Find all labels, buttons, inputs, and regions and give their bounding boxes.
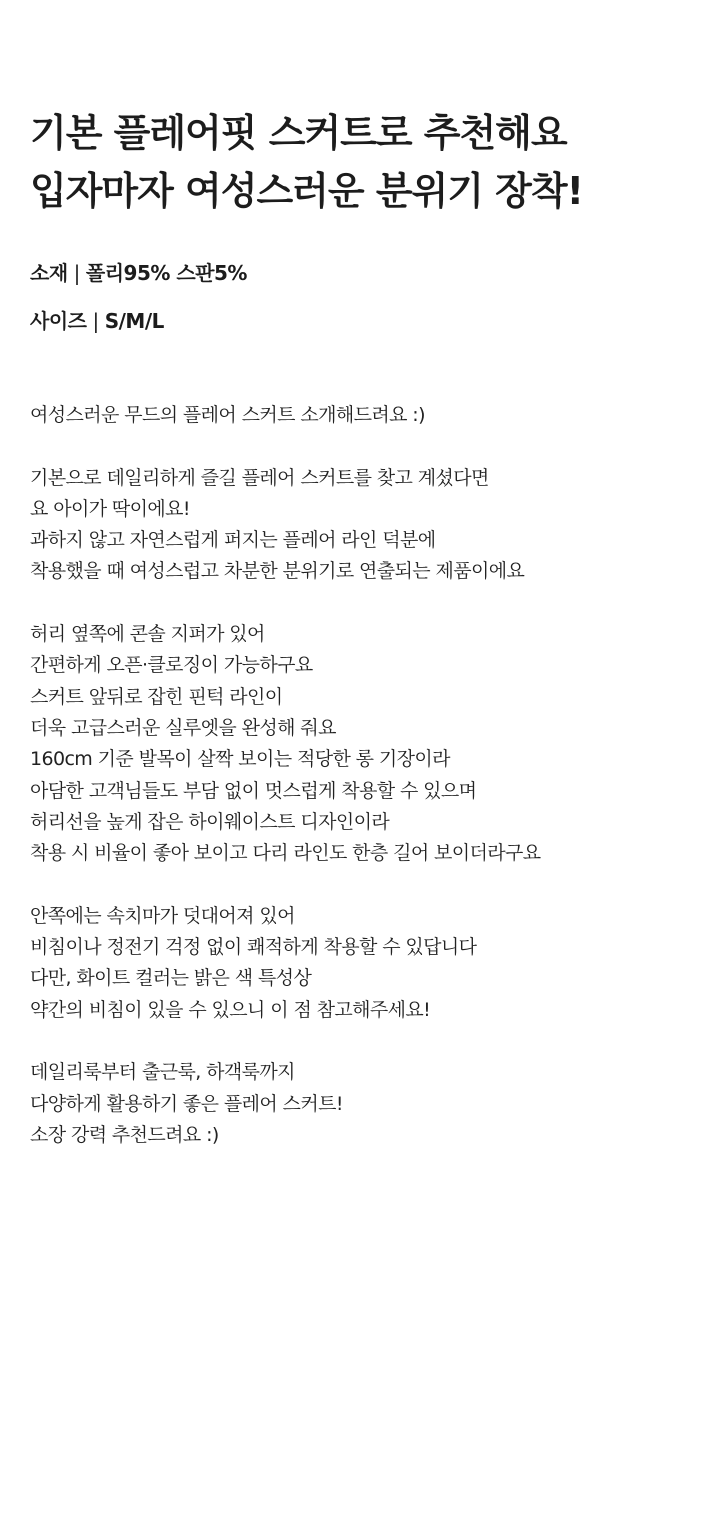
description-line: 비침이나 정전기 걱정 없이 쾌적하게 착용할 수 있답니다	[30, 936, 477, 959]
spec-separator: |	[73, 261, 80, 285]
description-line: 과하지 않고 자연스럽게 퍼지는 플레어 라인 덕분에	[30, 529, 436, 552]
description-line: 약간의 비침이 있을 수 있으니 이 점 참고해주세요!	[30, 998, 431, 1021]
description-line: 요 아이가 딱이에요!	[30, 497, 190, 520]
description-line: 스커트 앞뒤로 잡힌 핀턱 라인이	[30, 685, 283, 708]
spec-size-value: S/M/L	[104, 309, 164, 333]
description-body	[30, 400, 690, 1182]
description-line: 다만, 화이트 컬러는 밝은 색 특성상	[30, 967, 312, 990]
description-line: 더욱 고급스러운 실루엣을 완성해 줘요	[30, 716, 336, 739]
description-line: 안쪽에는 속치마가 덧대어져 있어	[30, 904, 295, 927]
spec-size	[30, 307, 690, 335]
description-paragraph-2	[30, 463, 690, 588]
description-line: 160cm 기준 발목이 살짝 보이는 적당한 롱 기장이라	[30, 748, 450, 771]
spec-material	[30, 259, 690, 287]
spec-size-label: 사이즈	[30, 309, 87, 333]
description-line: 착용했을 때 여성스럽고 차분한 분위기로 연출되는 제품이에요	[30, 560, 525, 583]
description-line: 다양하게 활용하기 좋은 플레어 스커트!	[30, 1092, 343, 1115]
description-line: 데일리룩부터 출근룩, 하객룩까지	[30, 1061, 295, 1084]
description-paragraph-4	[30, 901, 690, 1026]
spec-material-value: 폴리95% 스판5%	[85, 261, 247, 285]
description-paragraph-3	[30, 619, 690, 869]
description-line: 기본으로 데일리하게 즐길 플레어 스커트를 찾고 계셨다면	[30, 466, 489, 489]
description-line: 여성스러운 무드의 플레어 스커트 소개해드려요 :)	[30, 404, 425, 426]
description-line: 허리 옆쪽에 콘솔 지퍼가 있어	[30, 623, 265, 646]
description-line: 소장 강력 추천드려요 :)	[30, 1123, 219, 1146]
description-line: 아담한 고객님들도 부담 없이 멋스럽게 착용할 수 있으며	[30, 779, 477, 802]
description-paragraph-5	[30, 1057, 690, 1151]
headline-line-2: 입자마자 여성스러운 분위기 장착!	[30, 169, 583, 213]
spec-material-label: 소재	[30, 261, 68, 285]
headline-line-1: 기본 플레어핏 스커트로 추천해요	[30, 111, 567, 155]
description-line: 허리선을 높게 잡은 하이웨이스트 디자인이라	[30, 810, 390, 833]
headline	[30, 104, 690, 220]
description-line: 착용 시 비율이 좋아 보이고 다리 라인도 한층 길어 보이더라구요	[30, 842, 541, 865]
spec-separator: |	[92, 309, 99, 333]
description-line: 간편하게 오픈·클로징이 가능하구요	[30, 654, 313, 677]
description-paragraph-1	[30, 400, 690, 431]
